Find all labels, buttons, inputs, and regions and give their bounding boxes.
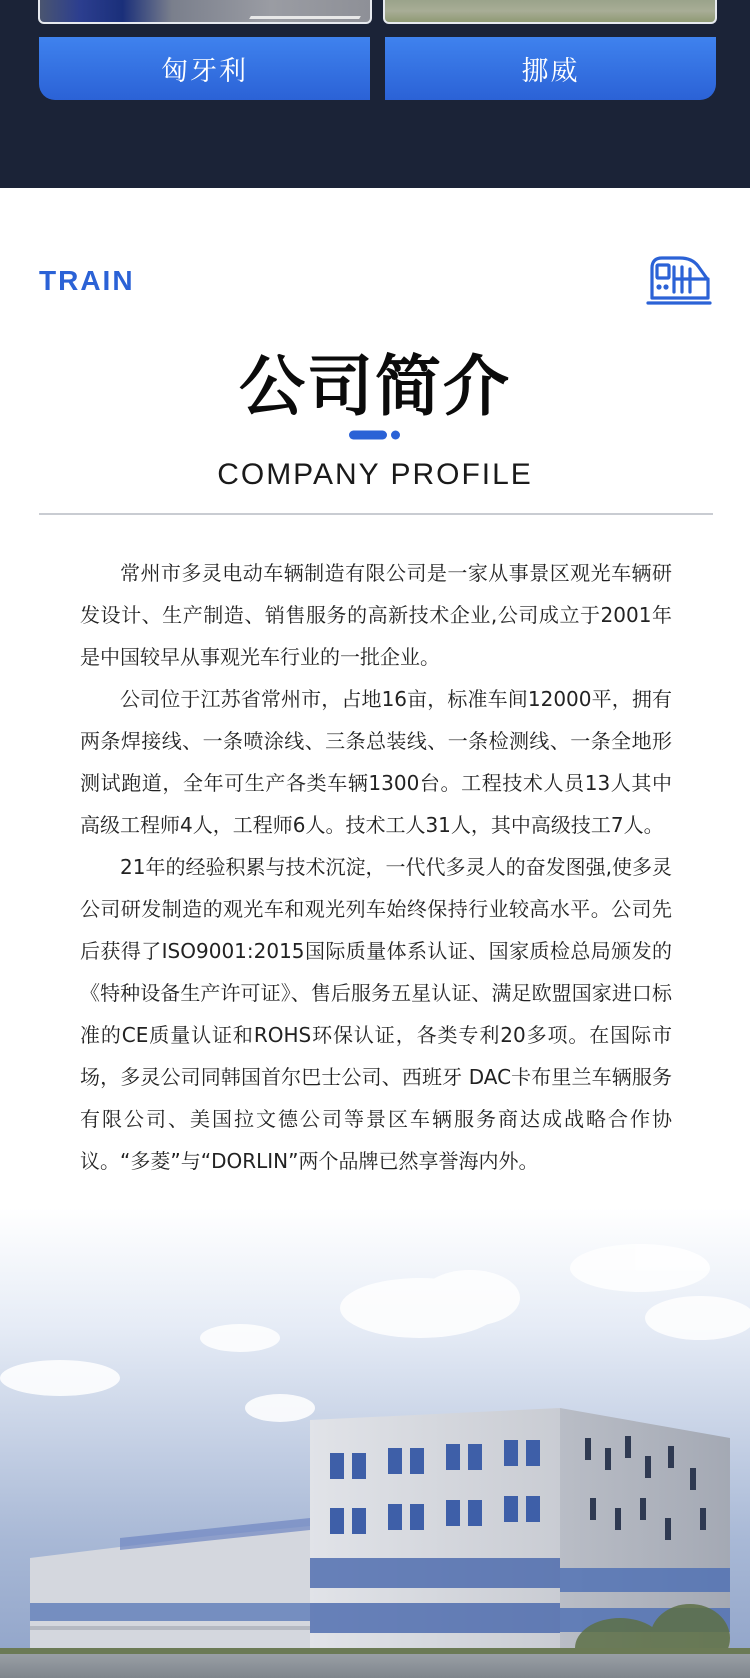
- page-title: 公司简介: [239, 348, 511, 425]
- company-profile-section: [0, 188, 750, 1678]
- hungary-button[interactable]: 匈牙利: [39, 37, 370, 100]
- profile-body: [80, 552, 672, 1182]
- profile-paragraph: 21年的经验积累与技术沉淀，一代代多灵人的奋发图强,使多灵公司研发制造的观光车和观光列车始终保持行业较高水平。公司先后获得了ISO9001:2015国际质量体系认证、国家质检总局颁发的《特种设备生产许可证》、售后服务五星认证、满足欧盟国家进口标准的CE质量认证和ROHS环保认证，各类专利20多项。在国际市场，多灵公司同韩国首尔巴士公司、西班牙 DAC卡布里兰车辆服务有限公司、美国拉文德公司等景区车辆服务商达成战略合作协议。“多菱”与“DORLIN”两个品牌已然享誉海内外。: [80, 855, 672, 1173]
- hungary-photo[interactable]: [38, 0, 372, 24]
- norway-photo[interactable]: [383, 0, 717, 24]
- factory-building-image: [0, 1208, 750, 1678]
- country-gallery: [0, 0, 750, 188]
- title-decoration: [349, 430, 401, 440]
- profile-paragraph: 公司位于江苏省常州市，占地16亩，标准车间12000平，拥有两条焊接线、一条喷涂线、三条总装线、一条检测线、一条全地形测试跑道，全年可生产各类车辆1300台。工程技术人员13人其中高级工程师4人，工程师6人。技术工人31人，其中高级技工7人。: [80, 687, 672, 837]
- train-icon: [646, 254, 712, 306]
- page-subtitle: COMPANY PROFILE: [217, 458, 533, 491]
- divider: [39, 513, 713, 515]
- road-stripe: [249, 16, 361, 19]
- section-tag: TRAIN: [39, 265, 135, 296]
- norway-button[interactable]: 挪威: [385, 37, 716, 100]
- profile-paragraph: 常州市多灵电动车辆制造有限公司是一家从事景区观光车辆研发设计、生产制造、销售服务的高新技术企业,公司成立于2001年是中国较早从事观光车行业的一批企业。: [80, 561, 672, 669]
